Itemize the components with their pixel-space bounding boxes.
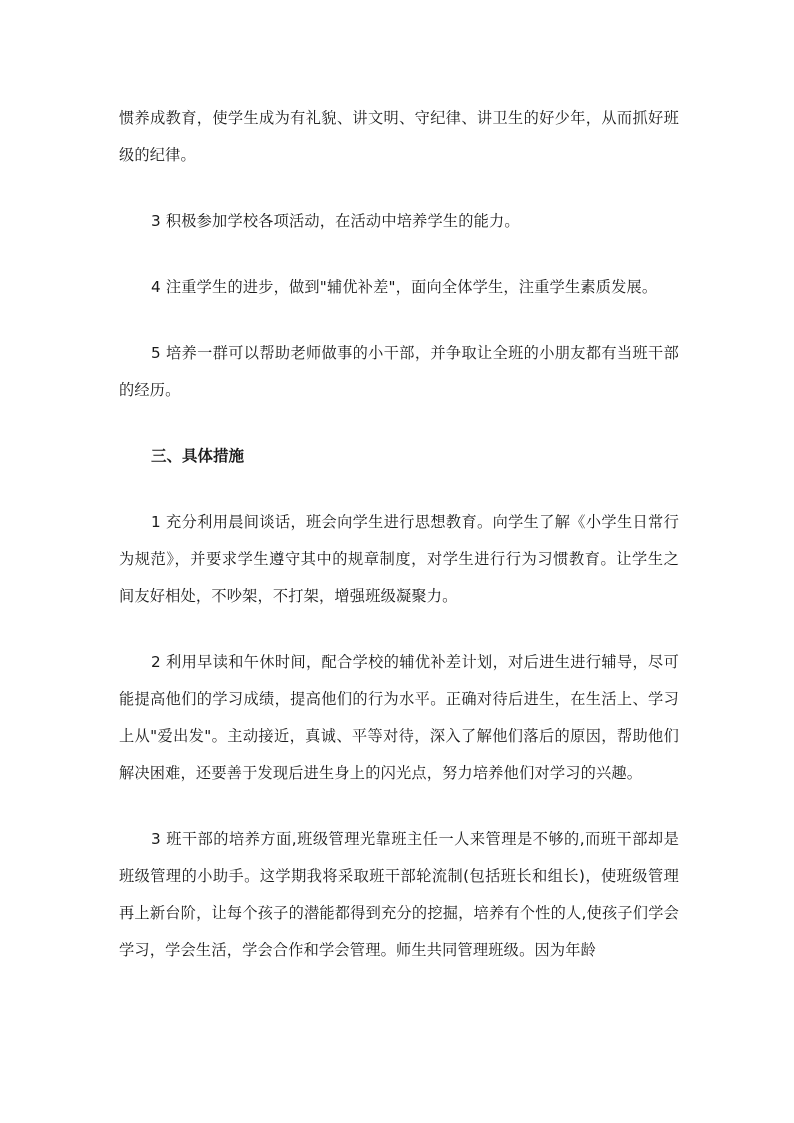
paragraph-gap bbox=[119, 792, 679, 821]
goal-item-4: 4 注重学生的进步，做到"辅优补差"，面向全体学生，注重学生素质发展。 bbox=[151, 278, 658, 296]
paragraph-continued: 惯养成教育，使学生成为有礼貌、讲文明、守纪律、讲卫生的好少年，从而抓好班级的纪律。 bbox=[119, 109, 679, 164]
measure-item-2: 2 利用早读和午休时间，配合学校的辅优补差计划，对后进生进行辅导，尽可能提高他们的学习成绩，提高他们的行为水平。正确对待后进生，在生活上、学习上从"爱出发"。主动接近，真诚、平等对待，深入了解他们落后的原因，帮助他们解决困难，还要善于发现后进生身上的闪光点，努力培养他们对学习的兴趣。 bbox=[119, 653, 679, 782]
paragraph-gap bbox=[119, 306, 679, 335]
paragraph-gap bbox=[119, 475, 679, 504]
paragraph-gap bbox=[119, 409, 679, 438]
paragraph-gap bbox=[119, 615, 679, 644]
measure-item-1: 1 充分利用晨间谈话，班会向学生进行思想教育。向学生了解《小学生日常行为规范》，并要求学生遵守其中的规章制度，对学生进行行为习惯教育。让学生之间友好相处，不吵架，不打架，增强班级凝聚力。 bbox=[119, 513, 679, 605]
paragraph-gap bbox=[119, 240, 679, 269]
goal-item-3: 3 积极参加学校各项活动，在活动中培养学生的能力。 bbox=[151, 212, 520, 230]
measure-item-3: 3 班干部的培养方面,班级管理光靠班主任一人来管理是不够的,而班干部却是班级管理的小助手。这学期我将采取班干部轮流制(包括班长和组长)，使班级管理再上新台阶，让每个孩子的潜能都得到充分的挖掘，培养有个性的人,使孩子们学会学习，学会生活，学会合作和学会管理。师生共同管理班级。因为年龄 bbox=[119, 830, 679, 959]
goal-item-5: 5 培养一群可以帮助老师做事的小干部，并争取让全班的小朋友都有当班干部的经历。 bbox=[119, 344, 679, 399]
paragraph-gap bbox=[119, 174, 679, 203]
document-body bbox=[119, 100, 679, 969]
section-heading: 三、具体措施 bbox=[151, 447, 245, 465]
